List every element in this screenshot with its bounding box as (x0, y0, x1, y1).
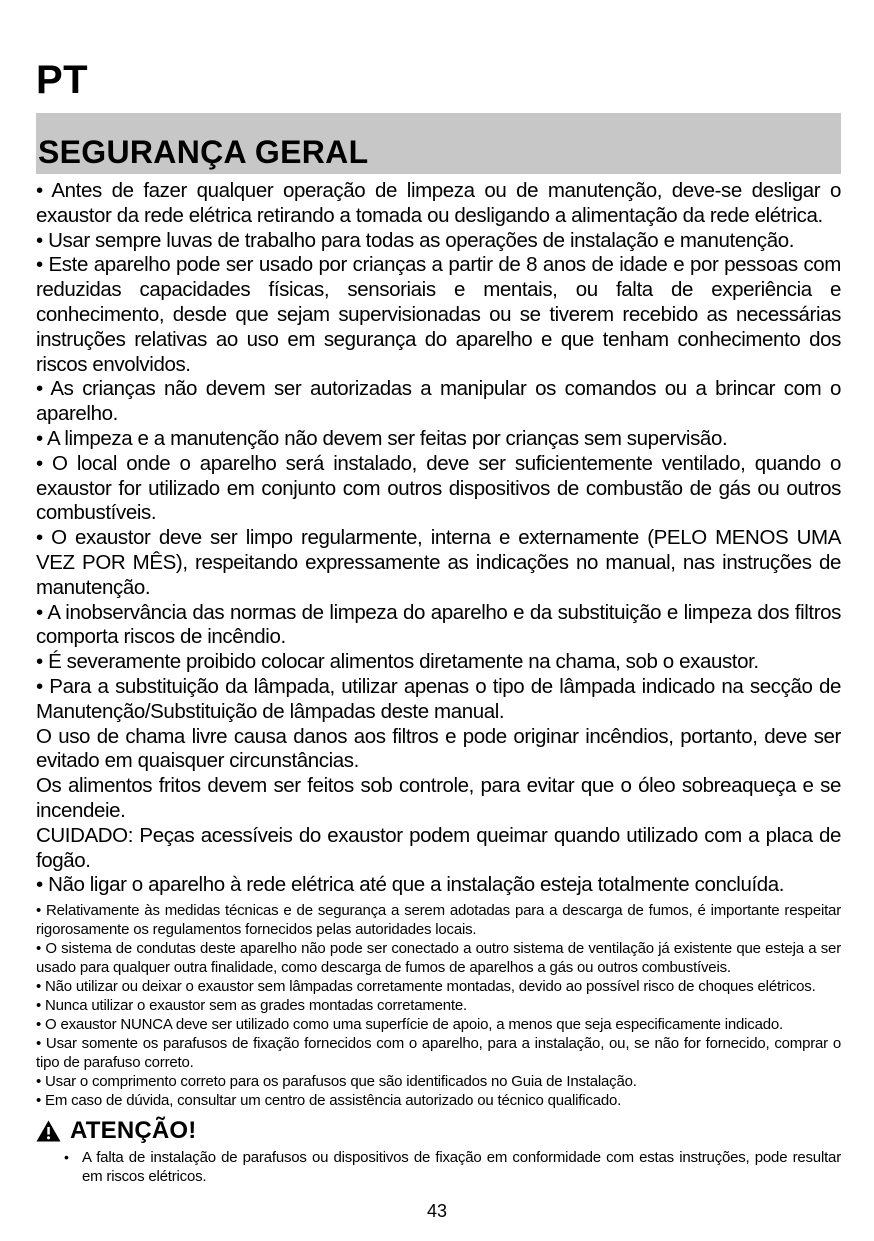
safety-paragraph: • Para a substituição da lâmpada, utilizar apenas o tipo de lâmpada indicado na secção de Manutenção/Substituição de lâmpadas deste manual. (36, 674, 841, 723)
technical-notes (36, 901, 841, 1110)
note-item: • O sistema de condutas deste aparelho não pode ser conectado a outro sistema de ventilação já existente que esteja a ser usado para qualquer outra finalidade, como descarga de fumos de aparelhos a gás ou outros combustíveis. (36, 940, 841, 977)
note-item: • Usar somente os parafusos de fixação fornecidos com o aparelho, para a instalação, ou, se não for fornecido, comprar o tipo de parafuso correto. (36, 1035, 841, 1072)
note-item: • Relativamente às medidas técnicas e de segurança a serem adotadas para a descarga de fumos, é importante respeitar rigorosamente os regulamentos fornecidos pelas autoridades locais. (36, 902, 841, 939)
safety-paragraph: • O local onde o aparelho será instalado, deve ser suficientemente ventilado, quando o exaustor for utilizado em conjunto com outros dispositivos de combustão de gás ou outros combustíveis. (36, 451, 841, 525)
page-number: 43 (426, 1201, 448, 1221)
safety-paragraph: • O exaustor deve ser limpo regularmente, interna e externamente (PELO MENOS UMA VEZ POR MÊS), respeitando expressamente as indicações no manual, nas instruções de manutenção. (36, 526, 841, 599)
warning-triangle-icon (36, 1120, 61, 1142)
safety-paragraph: • A limpeza e a manutenção não devem ser feitas por crianças sem supervisão. (36, 426, 728, 450)
safety-paragraph: • As crianças não devem ser autorizadas a manipular os comandos ou a brincar com o aparelho. (36, 377, 841, 426)
safety-paragraph: • A inobservância das normas de limpeza do aparelho e da substituição e limpeza dos filtros comporta riscos de incêndio. (36, 600, 841, 649)
safety-instructions (36, 179, 841, 898)
note-item: • Usar o comprimento correto para os parafusos que são identificados no Guia de Instalação. (36, 1073, 637, 1091)
warning-title: ATENÇÃO! (70, 1117, 197, 1145)
safety-paragraph: • Este aparelho pode ser usado por crianças a partir de 8 anos de idade e por pessoas com reduzidas capacidades físicas, sensoriais e mentais, ou falta de experiência e conhecimento, desde que sejam supervisionadas ou se tiverem recebido as necessárias instruções relativas ao uso em segurança do aparelho e que tenham conhecimento dos riscos envolvidos. (36, 253, 841, 376)
note-item: • Em caso de dúvida, consultar um centro de assistência autorizado ou técnico qualificado. (36, 1092, 622, 1110)
warning-header (36, 1117, 841, 1145)
bullet-marker: • (64, 1149, 69, 1166)
safety-paragraph: • Usar sempre luvas de trabalho para todas as operações de instalação e manutenção. (36, 228, 795, 252)
language-code: PT (36, 58, 89, 102)
note-item: • Não utilizar ou deixar o exaustor sem lâmpadas corretamente montadas, devido ao possível risco de choques elétricos. (36, 978, 816, 996)
section-banner (36, 113, 841, 174)
safety-paragraph: • É severamente proibido colocar alimentos diretamente na chama, sob o exaustor. (36, 650, 759, 674)
safety-paragraph: CUIDADO: Peças acessíveis do exaustor podem queimar quando utilizado com a placa de fogão. (36, 823, 841, 872)
note-item: • O exaustor NUNCA deve ser utilizado como uma superfície de apoio, a menos que seja especificamente indicado. (36, 1016, 783, 1034)
safety-paragraph: O uso de chama livre causa danos aos filtros e pode originar incêndios, portanto, deve ser evitado em quaisquer circunstâncias. (36, 724, 841, 773)
safety-paragraph: Os alimentos fritos devem ser feitos sob controle, para evitar que o óleo sobreaqueça e se incendeie. (36, 774, 841, 822)
safety-paragraph: • Antes de fazer qualquer operação de limpeza ou de manutenção, deve-se desligar o exaustor da rede elétrica retirando a tomada ou desligando a alimentação da rede elétrica. (36, 179, 841, 227)
section-title: SEGURANÇA GERAL (38, 134, 369, 170)
warning-list-item (64, 1148, 841, 1186)
safety-paragraph: • Não ligar o aparelho à rede elétrica até que a instalação esteja totalmente concluída. (36, 873, 785, 897)
note-item: • Nunca utilizar o exaustor sem as grades montadas corretamente. (36, 997, 467, 1015)
warning-item-text: A falta de instalação de parafusos ou dispositivos de fixação em conformidade com estas instruções, pode resultar em riscos elétricos. (82, 1149, 841, 1186)
